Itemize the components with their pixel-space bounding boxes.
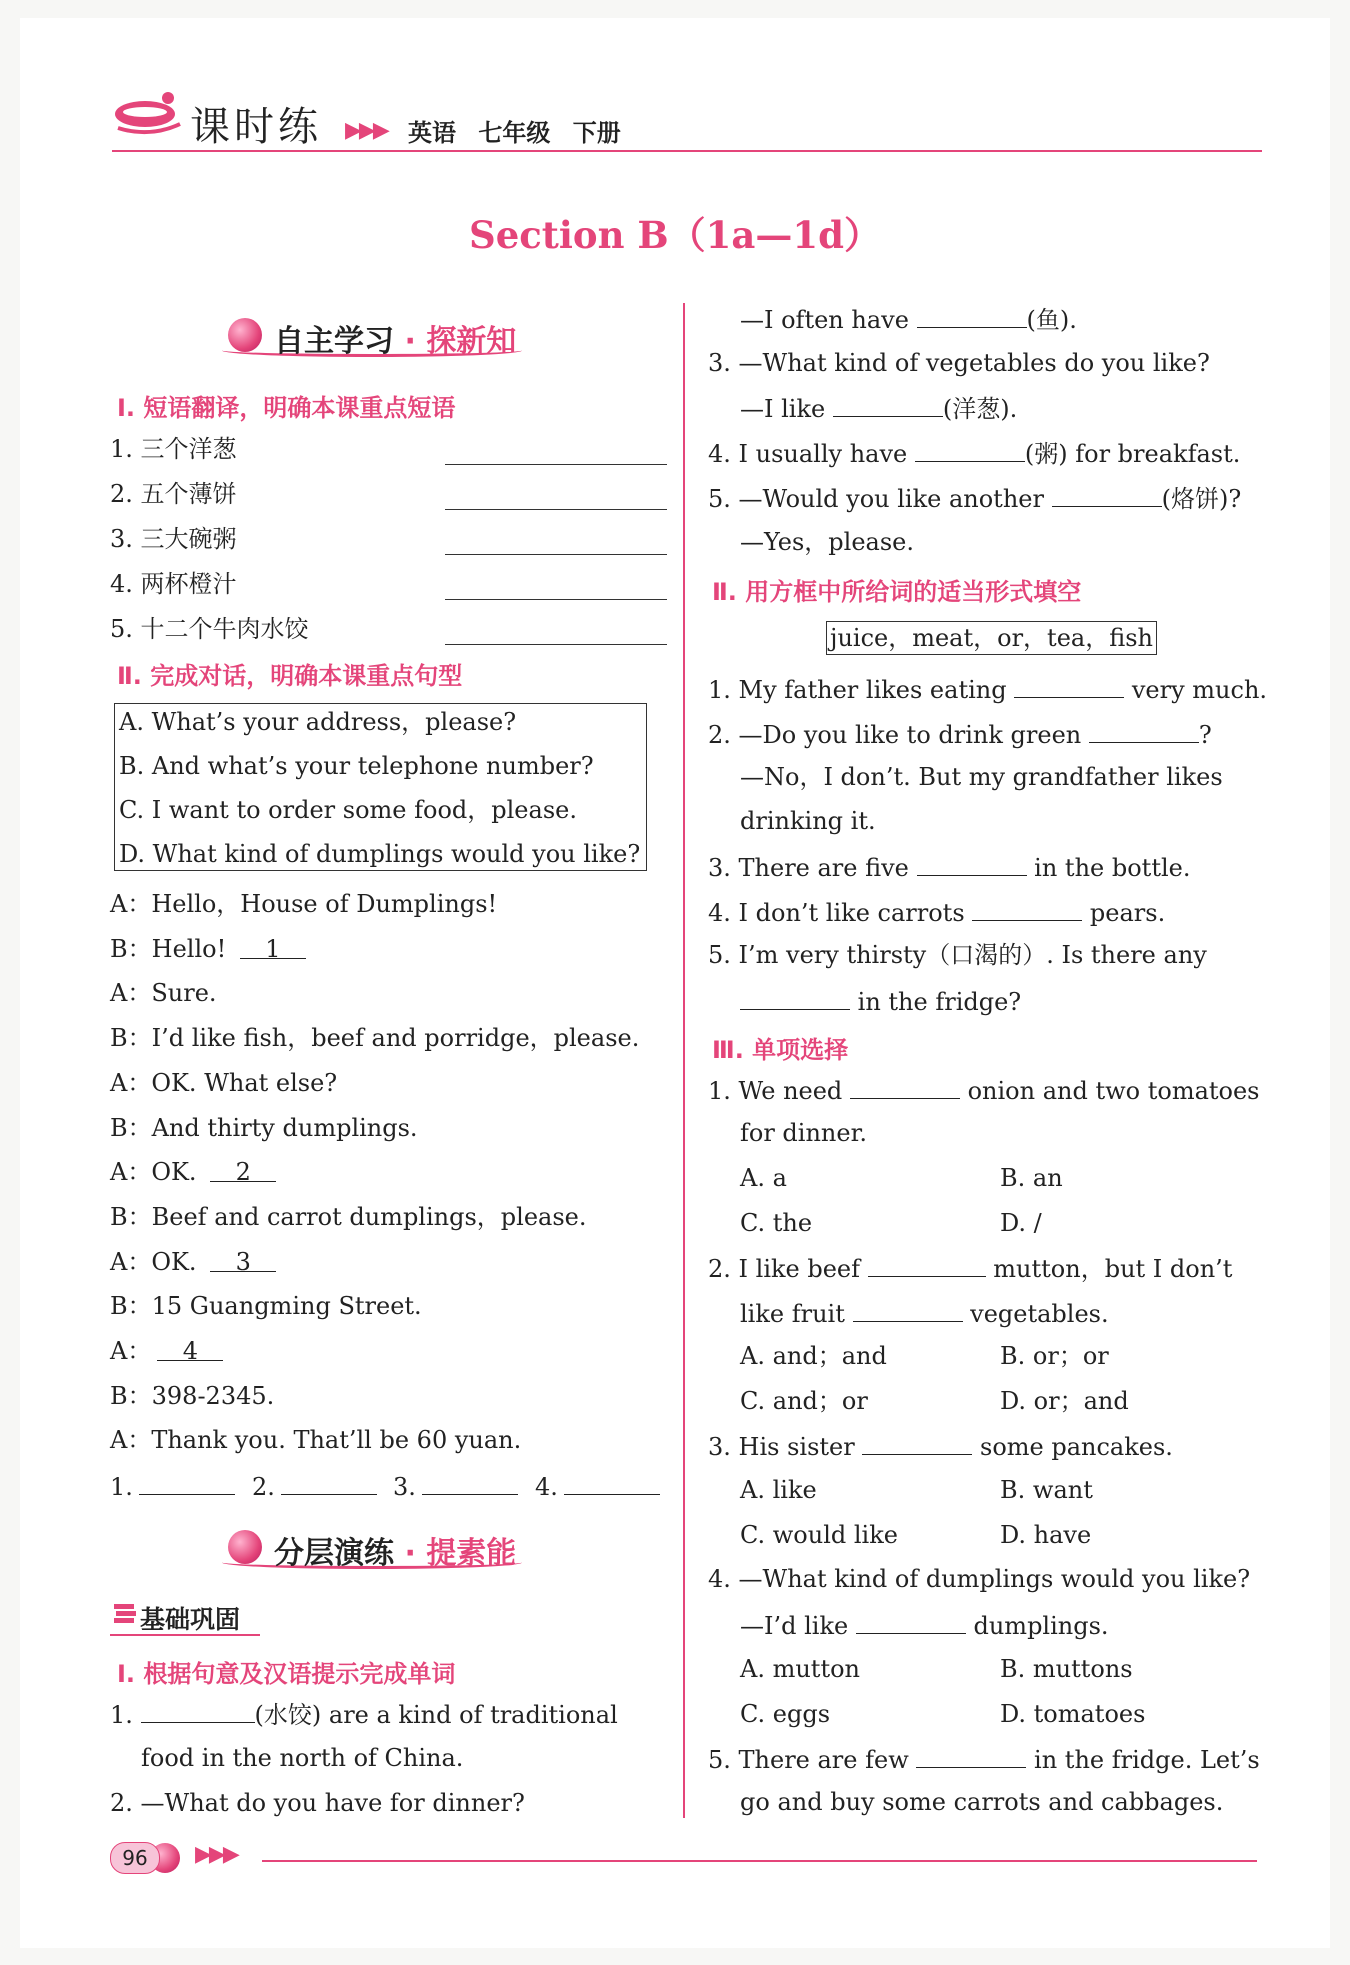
answer-line	[445, 644, 667, 645]
ex3-q3: 3. His sister some pancakes.	[708, 1430, 1173, 1462]
answer-line	[445, 599, 667, 600]
dialogue-text: B：And thirty dumplings.	[110, 1113, 418, 1142]
dialogue-blank: 1	[240, 934, 306, 959]
dialogue-line	[110, 1113, 418, 1143]
phrase-item: 2. 五个薄饼	[110, 480, 237, 508]
option-item: C. I want to order some food，please.	[119, 796, 577, 824]
banner-part2: 提素能	[426, 1536, 517, 1571]
phrase-item: 5. 十二个牛肉水饺	[110, 615, 309, 643]
answer-number: 4.	[535, 1473, 558, 1501]
choice-option: C. would like	[740, 1520, 898, 1549]
ex2-q2-line1: 2. —Do you like to drink green ?	[708, 718, 1212, 750]
dialogue-line	[110, 889, 497, 919]
answer-number: 1.	[110, 1473, 133, 1501]
dialogue-text: A：Thank you. That’ll be 60 yuan.	[110, 1426, 522, 1455]
dialogue-text: A：OK. What else?	[110, 1068, 338, 1097]
option-item: D. What kind of dumplings would you like?	[119, 840, 641, 868]
ex1-q3-line2: —I like (洋葱).	[740, 392, 1017, 424]
dialogue-line	[110, 1157, 276, 1187]
header-rule	[112, 150, 1262, 152]
phrase-item: 1. 三个洋葱	[110, 435, 237, 463]
banner-practice	[228, 1526, 558, 1570]
dialogue-line	[110, 978, 217, 1008]
ex2-heading: Ⅱ. 用方框中所给词的适当形式填空	[712, 578, 1082, 606]
choice-option: B. or；or	[1000, 1342, 1109, 1370]
dialogue-text: A：OK.	[110, 1247, 205, 1276]
ex3-heading: Ⅲ. 单项选择	[712, 1036, 849, 1064]
choice-option: B. want	[1000, 1476, 1093, 1504]
choice-option: D. /	[1000, 1208, 1042, 1237]
choice-option: A. like	[740, 1476, 817, 1504]
phrase-item: 4. 两杯橙汁	[110, 570, 237, 598]
answer-number: 3.	[393, 1473, 416, 1501]
choice-option: C. eggs	[740, 1699, 831, 1728]
sub-banner-underline	[110, 1634, 260, 1636]
ex1-q1-line1: 1. (水饺) are a kind of traditional	[110, 1698, 618, 1730]
dialogue-blank: 2	[210, 1157, 276, 1182]
ex3-q5-line2: go and buy some carrots and cabbages.	[740, 1788, 1224, 1816]
answer-line	[445, 464, 667, 465]
ex2-q2-line2: —No，I don’t. But my grandfather likes	[740, 763, 1223, 791]
column-divider	[683, 303, 685, 1818]
ex2-q2-line3: drinking it.	[740, 807, 876, 835]
ex2-q1: 1. My father likes eating very much.	[708, 673, 1267, 705]
dialogue-text: B：15 Guangming Street.	[110, 1292, 422, 1321]
dialogue-text: B：I’d like fish，beef and porridge，please.	[110, 1024, 640, 1053]
subject-label: 英语	[408, 119, 456, 147]
ex1-q5-line1: 5. —Would you like another (烙饼)?	[708, 482, 1241, 514]
footer-arrows-icon: ▶▶▶	[195, 1842, 237, 1867]
word-box: juice，meat，or，tea，fish	[826, 621, 1157, 655]
answer-blank	[139, 1470, 235, 1495]
dialogue-line	[110, 1202, 587, 1232]
header-arrows-icon: ▶▶▶	[345, 118, 387, 143]
choice-option: A. and；and	[740, 1342, 887, 1370]
dialogue-line	[110, 1336, 223, 1366]
choice-option: C. the	[740, 1208, 813, 1237]
ex3-q2-line1: 2. I like beef mutton，but I don’t	[708, 1252, 1232, 1284]
answer-blank	[564, 1470, 660, 1495]
answer-slot	[110, 1470, 235, 1502]
dialogue-line	[110, 1381, 274, 1411]
dialogue-line	[110, 1425, 521, 1455]
dialogue-line	[110, 934, 306, 964]
ex1-q5-line2: —Yes，please.	[740, 528, 914, 556]
footer-rule	[262, 1860, 1257, 1862]
ex1-q3-line1: 3. —What kind of vegetables do you like?	[708, 349, 1210, 377]
dialogue-text: A：OK.	[110, 1158, 205, 1187]
dialogue-blank: 4	[157, 1336, 223, 1361]
part2-heading: Ⅱ. 完成对话，明确本课重点句型	[117, 662, 463, 690]
part1-heading: Ⅰ. 短语翻译，明确本课重点短语	[117, 394, 456, 422]
phrase-item: 3. 三大碗粥	[110, 525, 237, 553]
section-title: Section B（1a—1d）	[468, 213, 881, 257]
dialogue-line	[110, 1068, 337, 1098]
dialogue-line	[110, 1291, 422, 1321]
dialogue-text: B：Beef and carrot dumplings，please.	[110, 1202, 587, 1231]
ex3-q1-line1: 1. We need onion and two tomatoes	[708, 1074, 1260, 1106]
ex3-q2-line2: like fruit vegetables.	[740, 1297, 1109, 1329]
header-subtitle	[408, 113, 621, 148]
header-title: 课时练	[190, 104, 322, 150]
ex1-q1-line2: food in the north of China.	[141, 1744, 464, 1772]
banner-part1: 自主学习	[274, 324, 394, 359]
choice-option: C. and；or	[740, 1386, 868, 1415]
dialogue-text: A：	[110, 1337, 152, 1365]
dialogue-text: A：Sure.	[110, 979, 217, 1008]
dialogue-text: B：Hello!	[110, 934, 234, 963]
choice-option: B. muttons	[1000, 1655, 1133, 1683]
banner-part1: 分层演练	[274, 1536, 394, 1571]
option-item: A. What’s your address，please?	[119, 708, 517, 736]
dialogue-blank: 3	[210, 1247, 276, 1272]
answer-slot	[393, 1470, 518, 1502]
ex3-q4-line2: —I’d like dumplings.	[740, 1609, 1109, 1641]
ex1-q2-line2: —I often have (鱼).	[740, 303, 1077, 335]
dialogue-text: B：398-2345.	[110, 1381, 275, 1410]
dialogue-line	[110, 1023, 639, 1053]
banner-dot: ·	[404, 1536, 416, 1571]
ex1-heading: Ⅰ. 根据句意及汉语提示完成单词	[117, 1660, 456, 1688]
ex1-q2-line1: 2. —What do you have for dinner?	[110, 1789, 525, 1817]
ex2-q5-line1: 5. I’m very thirsty（口渴的）. Is there any	[708, 941, 1207, 969]
grade-label: 七年级	[478, 119, 551, 147]
ex3-q1-line2: for dinner.	[740, 1119, 868, 1147]
ex3-q4-line1: 4. —What kind of dumplings would you like?	[708, 1565, 1251, 1593]
books-icon	[112, 1600, 138, 1630]
ex2-q4: 4. I don’t like carrots pears.	[708, 896, 1165, 928]
choice-option: A. mutton	[740, 1655, 860, 1683]
choice-option: A. a	[740, 1164, 787, 1192]
dialogue-text: A：Hello，House of Dumplings!	[110, 890, 498, 918]
banner-dot: ·	[404, 324, 416, 359]
ex2-q5-line2: in the fridge?	[740, 985, 1021, 1017]
answer-blank	[281, 1470, 377, 1495]
answer-number: 2.	[252, 1473, 275, 1501]
ex1-q4: 4. I usually have (粥) for breakfast.	[708, 437, 1240, 469]
page-number: 96	[110, 1842, 160, 1874]
ex3-q5-line1: 5. There are few in the fridge. Let’s	[708, 1743, 1260, 1775]
choice-option: B. an	[1000, 1164, 1063, 1192]
answer-line	[445, 554, 667, 555]
answer-slot	[535, 1470, 660, 1502]
choice-option: D. tomatoes	[1000, 1699, 1146, 1728]
choice-option: D. or；and	[1000, 1386, 1129, 1415]
answer-blank	[422, 1470, 518, 1495]
choice-option: D. have	[1000, 1520, 1092, 1549]
ex2-q3: 3. There are five in the bottle.	[708, 851, 1190, 883]
volume-label: 下册	[572, 119, 621, 147]
answer-line	[445, 509, 667, 510]
banner-self-study	[228, 314, 558, 358]
option-item: B. And what’s your telephone number?	[119, 752, 594, 780]
dialogue-line	[110, 1247, 276, 1277]
banner-part2: 探新知	[426, 324, 517, 359]
answer-slot	[252, 1470, 377, 1502]
lips-logo-icon	[110, 88, 190, 142]
sub-banner-basics: 基础巩固	[140, 1605, 241, 1634]
